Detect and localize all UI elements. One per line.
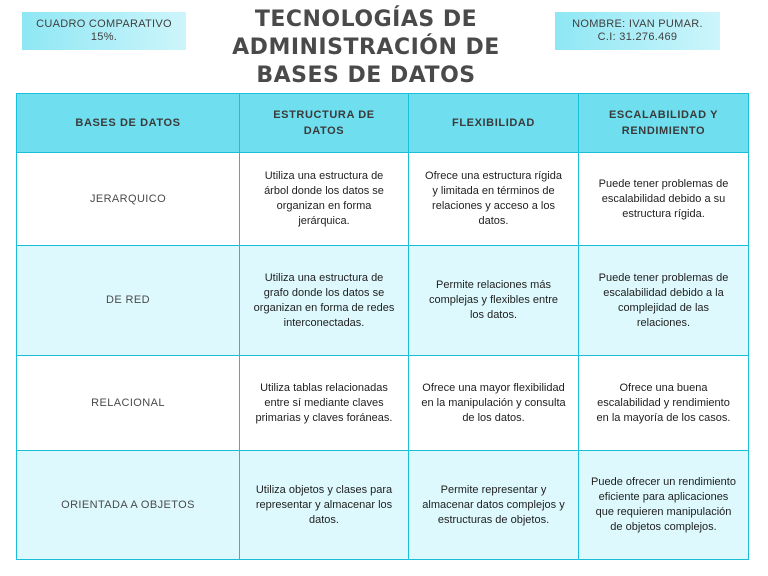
flexibility-cell: Permite representar y almacenar datos complejos y estructuras de objetos. (409, 451, 579, 560)
scalability-cell: Puede tener problemas de escalabilidad debido a la complejidad de las relaciones. (579, 246, 749, 356)
author-tag (555, 12, 720, 50)
column-header-database: BASES DE DATOS (17, 94, 240, 153)
structure-cell: Utiliza una estructura de grafo donde los datos se organizan en forma de redes interconectadas. (240, 246, 409, 356)
column-header-scalability: ESCALABILIDAD Y RENDIMIENTO (579, 94, 749, 153)
assignment-weight: 15%. (90, 31, 118, 43)
table-row (17, 451, 749, 560)
structure-cell: Utiliza objetos y clases para representar y almacenar los datos. (240, 451, 409, 560)
author-name: NOMBRE: IVAN PUMAR. (572, 18, 703, 30)
row-name-cell: JERARQUICO (17, 153, 240, 246)
table-header-row (17, 94, 749, 153)
title-line-2: ADMINISTRACIÓN DE (232, 35, 500, 60)
title-line-1: TECNOLOGÍAS DE (254, 7, 478, 32)
row-name-cell: ORIENTADA A OBJETOS (17, 451, 240, 560)
table-row (17, 356, 749, 451)
column-header-structure: ESTRUCTURA DE DATOS (240, 94, 409, 153)
assignment-tag (22, 12, 186, 50)
table-row (17, 153, 749, 246)
scalability-cell: Puede tener problemas de escalabilidad debido a su estructura rígida. (579, 153, 749, 246)
scalability-cell: Puede ofrecer un rendimiento eficiente para aplicaciones que requieren manipulación de objetos complejos. (579, 451, 749, 560)
row-name-cell: DE RED (17, 246, 240, 356)
table-row (17, 246, 749, 356)
structure-cell: Utiliza tablas relacionadas entre sí mediante claves primarias y claves foráneas. (240, 356, 409, 451)
structure-cell: Utiliza una estructura de árbol donde los datos se organizan en forma jerárquica. (240, 153, 409, 246)
column-header-flexibility: FLEXIBILIDAD (409, 94, 579, 153)
comparison-table (16, 93, 749, 560)
title-line-3: BASES DE DATOS (256, 63, 476, 88)
flexibility-cell: Ofrece una estructura rígida y limitada en términos de relaciones y acceso a los datos. (409, 153, 579, 246)
row-name-cell: RELACIONAL (17, 356, 240, 451)
scalability-cell: Ofrece una buena escalabilidad y rendimiento en la mayoría de los casos. (579, 356, 749, 451)
flexibility-cell: Ofrece una mayor flexibilidad en la manipulación y consulta de los datos. (409, 356, 579, 451)
flexibility-cell: Permite relaciones más complejas y flexibles entre los datos. (409, 246, 579, 356)
page-title (195, 6, 537, 90)
author-id: C.I: 31.276.469 (597, 31, 678, 43)
assignment-label: CUADRO COMPARATIVO (36, 18, 172, 30)
